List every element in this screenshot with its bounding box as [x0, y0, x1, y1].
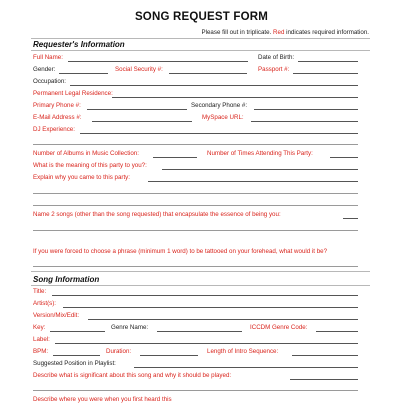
- instructions-text-end: indicates required information.: [284, 29, 369, 36]
- residence-label: Permanent Legal Residence:: [33, 90, 113, 97]
- section-divider: [31, 285, 370, 286]
- email-label: E-Mail Address #:: [33, 114, 82, 121]
- date-of-birth-label: Date of Birth:: [258, 54, 295, 61]
- significance-label: Describe what is significant about this song and why it should be played:: [33, 372, 232, 379]
- form-instructions: [201, 29, 369, 36]
- occupation-label: Occupation:: [33, 78, 67, 85]
- passport-label: Passport #:: [258, 66, 290, 73]
- dj-experience-field[interactable]: [80, 133, 358, 134]
- date-of-birth-field[interactable]: [298, 61, 358, 62]
- duration-field[interactable]: [140, 355, 198, 356]
- label-label: Label:: [33, 336, 50, 343]
- party-meaning-field[interactable]: [162, 169, 358, 170]
- genre-field[interactable]: [157, 331, 242, 332]
- artists-label: Artist(s):: [33, 300, 57, 307]
- primary-phone-label: Primary Phone #:: [33, 102, 81, 109]
- ssn-label: Social Security #:: [115, 66, 163, 73]
- full-name-field[interactable]: [68, 61, 248, 62]
- bpm-field[interactable]: [53, 355, 100, 356]
- intro-label: Length of Intro Sequence:: [207, 348, 279, 355]
- instructions-red-word: Red: [273, 29, 285, 36]
- key-label: Key:: [33, 324, 46, 331]
- version-field[interactable]: [88, 319, 358, 320]
- section-divider: [31, 38, 370, 39]
- two-songs-label: Name 2 songs (other than the song requested) that encapsulate the essence of being you:: [33, 211, 281, 218]
- party-meaning-label: What is the meaning of this party to you?:: [33, 162, 147, 169]
- secondary-phone-field[interactable]: [254, 109, 358, 110]
- tattoo-field[interactable]: [33, 266, 358, 267]
- full-name-label: Full Name:: [33, 54, 63, 61]
- position-label: Suggested Position in Playlist:: [33, 360, 116, 367]
- two-songs-field[interactable]: [343, 218, 358, 219]
- occupation-field[interactable]: [70, 85, 358, 86]
- instructions-text: Please fill out in triplicate.: [201, 29, 274, 36]
- section-divider: [31, 50, 370, 51]
- gender-field[interactable]: [59, 73, 108, 74]
- myspace-label: MySpace URL:: [202, 114, 244, 121]
- residence-field[interactable]: [112, 97, 358, 98]
- artists-field[interactable]: [63, 307, 358, 308]
- iccdm-field[interactable]: [316, 331, 358, 332]
- intro-field[interactable]: [292, 355, 358, 356]
- secondary-phone-label: Secondary Phone #:: [191, 102, 248, 109]
- label-field[interactable]: [55, 343, 358, 344]
- song-title-label: Title:: [33, 288, 47, 295]
- primary-phone-field[interactable]: [87, 109, 187, 110]
- significance-field[interactable]: [290, 379, 358, 380]
- two-songs-field-line-2[interactable]: [33, 230, 358, 231]
- email-field[interactable]: [92, 121, 192, 122]
- iccdm-label: ICCDM Genre Code:: [250, 324, 308, 331]
- genre-label: Genre Name:: [111, 324, 149, 331]
- significance-field-line-2[interactable]: [33, 390, 358, 391]
- myspace-field[interactable]: [251, 121, 358, 122]
- times-attending-label: Number of Times Attending This Party:: [207, 150, 313, 157]
- passport-field[interactable]: [293, 73, 358, 74]
- form-title: SONG REQUEST FORM: [134, 11, 269, 23]
- why-came-field[interactable]: [148, 181, 358, 182]
- why-came-field-line-2[interactable]: [33, 193, 358, 194]
- why-came-label: Explain why you came to this party:: [33, 174, 130, 181]
- key-field[interactable]: [50, 331, 105, 332]
- section-divider: [31, 271, 370, 272]
- requester-section-heading: Requester's Information: [33, 40, 125, 49]
- why-came-field-line-3[interactable]: [33, 205, 358, 206]
- tattoo-label: If you were forced to choose a phrase (minimum 1 word) to be tattooed on your forehead, what would it be?: [33, 248, 328, 255]
- ssn-field[interactable]: [169, 73, 247, 74]
- dj-experience-label: DJ Experience:: [33, 126, 75, 133]
- gender-label: Gender:: [33, 66, 56, 73]
- times-attending-field[interactable]: [330, 157, 358, 158]
- bpm-label: BPM:: [33, 348, 49, 355]
- dj-experience-field-line-2[interactable]: [33, 144, 358, 145]
- version-label: Version/Mix/Edit:: [33, 312, 80, 319]
- duration-label: Duration:: [106, 348, 132, 355]
- albums-count-label: Number of Albums in Music Collection:: [33, 150, 139, 157]
- first-heard-label: Describe where you were when you first heard this: [33, 396, 172, 403]
- position-field[interactable]: [134, 367, 358, 368]
- albums-count-field[interactable]: [153, 157, 197, 158]
- song-title-field[interactable]: [52, 295, 358, 296]
- song-section-heading: Song Information: [33, 275, 100, 284]
